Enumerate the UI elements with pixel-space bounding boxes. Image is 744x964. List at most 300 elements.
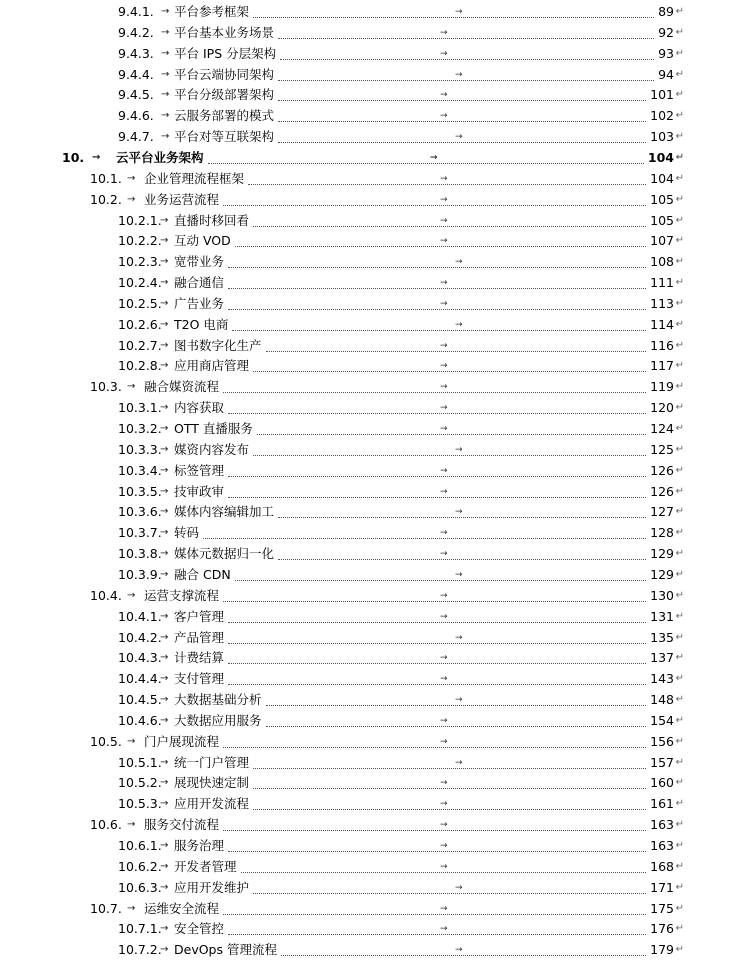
toc-entry-number: 10.2.3. <box>118 254 162 270</box>
toc-entry-title: 平台参考框架 <box>174 4 250 19</box>
dot-leader <box>278 78 654 81</box>
toc-entry-title: 媒资内容发布 <box>174 441 250 457</box>
toc-entry-number: 9.4.5. <box>118 87 154 103</box>
paragraph-mark-icon: ↵ <box>675 881 684 893</box>
toc-entry[interactable] <box>0 419 744 439</box>
toc-entry-title: 客户管理 <box>174 608 225 624</box>
tab-mark-icon: → <box>440 486 448 497</box>
paragraph-mark-icon: ↵ <box>675 548 684 560</box>
tab-mark-icon: → <box>440 653 448 664</box>
toc-entry[interactable] <box>0 211 744 231</box>
dot-leader <box>228 849 646 852</box>
toc-entry-title: 应用开发流程 <box>174 796 250 812</box>
paragraph-mark-icon: ↵ <box>675 89 684 101</box>
toc-entry[interactable] <box>0 836 744 856</box>
toc-entry-title: 服务治理 <box>174 838 225 853</box>
dot-leader <box>228 641 646 644</box>
toc-entry-title: 云服务部署的模式 <box>174 108 275 124</box>
toc-entry-number: 10.2.6. <box>118 316 162 332</box>
paragraph-mark-icon: ↵ <box>675 256 684 268</box>
tab-arrow-icon: → <box>160 673 169 685</box>
toc-entry-title: 图书数字化生产 <box>174 337 262 353</box>
toc-entry-number: 10.6. <box>90 817 122 833</box>
toc-entry[interactable] <box>0 440 744 460</box>
dot-leader <box>253 369 646 372</box>
toc-entry-title: 安全管控 <box>174 921 225 937</box>
toc-entry-page-number: 137 <box>650 650 674 666</box>
toc-entry-number: 10.3.2. <box>118 421 162 436</box>
paragraph-mark-icon: ↵ <box>675 297 684 309</box>
tab-arrow-icon: → <box>127 172 136 184</box>
dot-leader <box>228 495 646 498</box>
paragraph-mark-icon: ↵ <box>675 6 684 17</box>
toc-entry-number: 10.6.2. <box>118 858 162 874</box>
paragraph-mark-icon: ↵ <box>675 694 684 706</box>
toc-entry-page-number: 103 <box>650 129 674 145</box>
tab-mark-icon: → <box>440 924 448 935</box>
dot-leader <box>223 203 646 206</box>
dot-leader <box>253 15 654 18</box>
tab-arrow-icon: → <box>160 360 169 372</box>
tab-arrow-icon: → <box>160 568 169 580</box>
toc-entry-page-number: 179 <box>650 942 674 958</box>
tab-arrow-icon: → <box>160 527 169 539</box>
dot-leader <box>253 224 646 227</box>
tab-mark-icon: → <box>440 278 448 289</box>
paragraph-mark-icon: ↵ <box>675 68 684 80</box>
toc-entry-number: 9.4.6. <box>118 108 154 124</box>
toc-entry-title: 服务交付流程 <box>144 817 220 833</box>
toc-entry-title: 运营支撑流程 <box>144 587 220 603</box>
toc-entry[interactable] <box>0 899 744 919</box>
tab-arrow-icon: → <box>160 923 169 935</box>
toc-entry-title: 媒体内容编辑加工 <box>174 504 275 520</box>
dot-leader <box>208 161 644 164</box>
toc-entry-number: 10.7. <box>90 900 122 916</box>
toc-entry[interactable] <box>0 231 744 251</box>
toc-entry[interactable] <box>0 565 744 585</box>
tab-arrow-icon: → <box>160 548 169 560</box>
tab-mark-icon: → <box>440 861 448 872</box>
tab-mark-icon: → <box>440 903 448 914</box>
toc-entry-number: 10.3. <box>90 379 122 395</box>
tab-arrow-icon: → <box>160 777 169 789</box>
toc-entry-number: 10.3.6. <box>118 504 162 520</box>
toc-entry-page-number: 89 <box>658 4 674 19</box>
toc-entry-title: 内容获取 <box>174 400 225 416</box>
toc-entry-title: 平台分级部署架构 <box>174 87 275 103</box>
toc-entry-title: 标签管理 <box>174 462 225 478</box>
toc-entry-page-number: 107 <box>650 233 674 249</box>
paragraph-mark-icon: ↵ <box>675 318 684 330</box>
paragraph-mark-icon: ↵ <box>675 339 684 351</box>
tab-arrow-icon: → <box>160 714 169 726</box>
toc-entry[interactable] <box>0 690 744 710</box>
toc-entry[interactable] <box>0 461 744 481</box>
toc-entry[interactable] <box>0 315 744 335</box>
tab-mark-icon: → <box>440 298 448 309</box>
toc-entry-number: 10.2. <box>90 191 122 207</box>
tab-arrow-icon: → <box>160 423 169 434</box>
toc-entry-page-number: 126 <box>650 483 674 499</box>
toc-entry-title: 融合媒资流程 <box>144 379 220 395</box>
dot-leader <box>257 432 646 435</box>
tab-arrow-icon: → <box>160 881 169 893</box>
dot-leader <box>228 932 646 935</box>
paragraph-mark-icon: ↵ <box>675 464 684 476</box>
toc-entry[interactable] <box>0 648 744 668</box>
toc-entry[interactable] <box>0 753 744 773</box>
tab-arrow-icon: → <box>160 402 169 414</box>
toc-entry-number: 10.3.4. <box>118 462 162 478</box>
paragraph-mark-icon: ↵ <box>675 235 684 247</box>
toc-entry-page-number: 120 <box>650 400 674 416</box>
toc-entry-number: 10.3.3. <box>118 441 162 457</box>
toc-entry-title: 云平台业务架构 <box>116 149 204 165</box>
toc-entry[interactable] <box>0 106 744 126</box>
toc-entry-page-number: 163 <box>650 838 674 853</box>
toc-entry-number: 10.6.1. <box>118 838 162 853</box>
tab-arrow-icon: → <box>127 193 136 205</box>
tab-arrow-icon: → <box>160 214 169 226</box>
toc-entry-page-number: 114 <box>650 316 674 332</box>
tab-arrow-icon: → <box>161 131 170 143</box>
dot-leader <box>228 620 646 623</box>
toc-entry[interactable] <box>0 377 744 397</box>
toc-entry[interactable] <box>0 127 744 147</box>
tab-mark-icon: → <box>440 590 448 601</box>
dot-leader <box>253 786 646 789</box>
dot-leader <box>253 891 646 894</box>
toc-entry-title: 企业管理流程框架 <box>144 170 245 186</box>
tab-arrow-icon: → <box>160 339 169 351</box>
toc-entry[interactable] <box>0 2 744 22</box>
toc-entry-number: 10.6.3. <box>118 879 162 895</box>
tab-arrow-icon: → <box>161 110 170 122</box>
tab-arrow-icon: → <box>160 277 169 289</box>
paragraph-mark-icon: ↵ <box>675 631 684 643</box>
toc-entry-title: 应用商店管理 <box>174 358 250 374</box>
tab-arrow-icon: → <box>127 819 136 831</box>
paragraph-mark-icon: ↵ <box>675 673 684 685</box>
paragraph-mark-icon: ↵ <box>675 26 684 38</box>
toc-entry-number: 10.5. <box>90 733 122 749</box>
tab-arrow-icon: → <box>160 840 169 851</box>
paragraph-mark-icon: ↵ <box>675 193 684 205</box>
dot-leader <box>223 745 646 748</box>
paragraph-mark-icon: ↵ <box>675 735 684 747</box>
toc-entry-page-number: 154 <box>650 712 674 728</box>
tab-mark-icon: → <box>440 841 448 851</box>
paragraph-mark-icon: ↵ <box>675 756 684 768</box>
paragraph-mark-icon: ↵ <box>675 110 684 122</box>
paragraph-mark-icon: ↵ <box>675 610 684 622</box>
tab-mark-icon: → <box>430 152 438 163</box>
toc-entry-page-number: 135 <box>650 629 674 645</box>
toc-entry-title: 门户展现流程 <box>144 733 220 749</box>
tab-arrow-icon: → <box>160 631 169 643</box>
paragraph-mark-icon: ↵ <box>675 151 684 163</box>
tab-mark-icon: → <box>440 736 448 747</box>
toc-entry[interactable] <box>0 23 744 43</box>
toc-entry-page-number: 105 <box>650 212 674 228</box>
tab-arrow-icon: → <box>127 381 136 393</box>
toc-entry-title: 大数据应用服务 <box>174 712 262 728</box>
tab-arrow-icon: → <box>160 485 169 497</box>
tab-arrow-icon: → <box>161 89 170 101</box>
tab-mark-icon: → <box>440 820 448 831</box>
tab-arrow-icon: → <box>160 318 169 330</box>
toc-entry[interactable] <box>0 523 744 543</box>
tab-mark-icon: → <box>455 257 463 268</box>
tab-mark-icon: → <box>440 799 448 810</box>
dot-leader <box>253 766 646 769</box>
tab-arrow-icon: → <box>160 256 169 268</box>
paragraph-mark-icon: ↵ <box>675 381 684 393</box>
toc-entry-title: 支付管理 <box>174 671 225 687</box>
toc-entry-page-number: 176 <box>650 921 674 937</box>
toc-entry-page-number: 93 <box>658 45 674 61</box>
tab-arrow-icon: → <box>160 610 169 622</box>
toc-entry-page-number: 128 <box>650 525 674 541</box>
toc-entry-title: 大数据基础分析 <box>174 692 262 708</box>
toc-entry[interactable] <box>0 398 744 418</box>
toc-entry-page-number: 160 <box>650 775 674 791</box>
toc-entry-page-number: 113 <box>650 295 674 311</box>
paragraph-mark-icon: ↵ <box>675 798 684 810</box>
toc-entry-title: 互动 VOD <box>174 233 231 249</box>
toc-entry-number: 10.2.5. <box>118 295 162 311</box>
toc-entry-page-number: 125 <box>650 441 674 457</box>
toc-entry-number: 10.7.1. <box>118 921 162 937</box>
toc-entry[interactable] <box>0 85 744 105</box>
tab-mark-icon: → <box>440 215 448 226</box>
paragraph-mark-icon: ↵ <box>675 506 684 518</box>
tab-mark-icon: → <box>440 403 448 414</box>
paragraph-mark-icon: ↵ <box>675 944 684 956</box>
toc-entry-page-number: 119 <box>650 379 674 395</box>
tab-arrow-icon: → <box>160 297 169 309</box>
toc-entry-number: 10.4.3. <box>118 650 162 666</box>
paragraph-mark-icon: ↵ <box>675 652 684 664</box>
toc-entry-page-number: 111 <box>650 275 674 291</box>
toc-entry-number: 9.4.7. <box>118 129 154 145</box>
toc-entry-title: T2O 电商 <box>174 316 229 332</box>
toc-entry[interactable] <box>0 336 744 356</box>
toc-entry[interactable] <box>0 252 744 272</box>
toc-entry-number: 10.2.8. <box>118 358 162 374</box>
toc-entry-number: 9.4.3. <box>118 45 154 61</box>
toc-entry-number: 10.3.1. <box>118 400 162 416</box>
toc-entry[interactable] <box>0 628 744 648</box>
toc-entry-title: 展现快速定制 <box>174 775 250 791</box>
paragraph-mark-icon: ↵ <box>675 47 684 59</box>
toc-entry-number: 10.4.6. <box>118 712 162 728</box>
toc-entry-number: 10.2.4. <box>118 275 162 291</box>
paragraph-mark-icon: ↵ <box>675 819 684 831</box>
toc-entry-title: 运维安全流程 <box>144 900 220 916</box>
toc-entry-page-number: 104 <box>650 170 674 186</box>
tab-arrow-icon: → <box>160 944 169 956</box>
paragraph-mark-icon: ↵ <box>675 923 684 935</box>
paragraph-mark-icon: ↵ <box>675 527 684 539</box>
tab-mark-icon: → <box>455 69 463 80</box>
dot-leader <box>266 349 646 352</box>
dot-leader <box>253 807 646 810</box>
toc-entry-number: 10.3.5. <box>118 483 162 499</box>
tab-arrow-icon: → <box>160 756 169 768</box>
toc-entry-number: 10.4.1. <box>118 608 162 624</box>
toc-entry-page-number: 127 <box>650 504 674 520</box>
dot-leader <box>228 265 646 268</box>
tab-mark-icon: → <box>440 194 448 205</box>
toc-entry-number: 10.7.2. <box>118 942 162 958</box>
dot-leader <box>223 390 646 393</box>
toc-entry-page-number: 104 <box>647 149 674 165</box>
toc-entry-page-number: 130 <box>650 587 674 603</box>
dot-leader <box>223 828 646 831</box>
toc-entry[interactable] <box>0 294 744 314</box>
toc-entry[interactable] <box>0 940 744 960</box>
toc-entry[interactable] <box>0 711 744 731</box>
toc-entry-page-number: 131 <box>650 608 674 624</box>
dot-leader <box>278 98 646 101</box>
toc-entry-number: 9.4.1. <box>118 4 154 19</box>
toc-entry-page-number: 143 <box>650 671 674 687</box>
tab-arrow-icon: → <box>160 235 169 247</box>
toc-entry-number: 10.4.2. <box>118 629 162 645</box>
tab-arrow-icon: → <box>127 735 136 747</box>
toc-entry-title: 技审政审 <box>174 483 225 499</box>
dot-leader <box>278 36 654 39</box>
tab-arrow-icon: → <box>160 860 169 872</box>
toc-entry-title: 计费结算 <box>174 650 225 666</box>
tab-mark-icon: → <box>440 424 448 434</box>
toc-entry-number: 10.4.4. <box>118 671 162 687</box>
toc-entry[interactable] <box>0 356 744 376</box>
toc-entry-number: 10.5.1. <box>118 754 162 770</box>
toc-entry-page-number: 94 <box>658 66 674 82</box>
paragraph-mark-icon: ↵ <box>675 443 684 455</box>
toc-entry[interactable] <box>0 190 744 210</box>
toc-entry-page-number: 163 <box>650 817 674 833</box>
dot-leader <box>232 328 646 331</box>
toc-entry[interactable] <box>0 586 744 606</box>
toc-entry-title: 平台对等互联架构 <box>174 129 275 145</box>
toc-entry-number: 10. <box>62 149 85 165</box>
paragraph-mark-icon: ↵ <box>675 589 684 601</box>
toc-entry-title: 平台 IPS 分层架构 <box>174 45 277 61</box>
dot-leader <box>235 578 646 581</box>
toc-entry[interactable] <box>0 878 744 898</box>
toc-entry[interactable] <box>0 794 744 814</box>
tab-mark-icon: → <box>455 695 463 706</box>
toc-entry-page-number: 175 <box>650 900 674 916</box>
toc-entry[interactable] <box>0 544 744 564</box>
tab-arrow-icon: → <box>160 652 169 664</box>
toc-entry-page-number: 101 <box>650 87 674 103</box>
tab-mark-icon: → <box>440 465 448 476</box>
toc-entry[interactable] <box>0 65 744 85</box>
toc-entry[interactable] <box>0 732 744 752</box>
toc-entry-title: 业务运营流程 <box>144 191 220 207</box>
toc-entry[interactable] <box>0 857 744 877</box>
toc-entry-page-number: 156 <box>650 733 674 749</box>
dot-leader <box>281 953 646 956</box>
toc-entry-number: 10.5.3. <box>118 796 162 812</box>
toc-entry-page-number: 124 <box>650 421 674 436</box>
toc-entry[interactable] <box>0 502 744 522</box>
paragraph-mark-icon: ↵ <box>675 277 684 289</box>
dot-leader <box>228 474 646 477</box>
toc-entry-page-number: 171 <box>650 879 674 895</box>
toc-entry[interactable] <box>0 773 744 793</box>
tab-mark-icon: → <box>440 27 448 38</box>
tab-arrow-icon: → <box>160 506 169 518</box>
toc-entry-page-number: 102 <box>650 108 674 124</box>
dot-leader <box>228 411 646 414</box>
toc-entry[interactable] <box>0 273 744 293</box>
toc-entry[interactable] <box>0 148 744 168</box>
tab-arrow-icon: → <box>127 589 136 601</box>
paragraph-mark-icon: ↵ <box>675 360 684 372</box>
toc-entry-title: DevOps 管理流程 <box>174 942 277 958</box>
paragraph-mark-icon: ↵ <box>675 902 684 914</box>
toc-entry[interactable] <box>0 482 744 502</box>
tab-arrow-icon: → <box>160 694 169 706</box>
toc-entry[interactable] <box>0 815 744 835</box>
paragraph-mark-icon: ↵ <box>675 840 684 851</box>
dot-leader <box>278 557 646 560</box>
dot-leader <box>280 57 654 60</box>
toc-entry-page-number: 108 <box>650 254 674 270</box>
toc-entry[interactable] <box>0 919 744 939</box>
tab-arrow-icon: → <box>161 47 170 59</box>
tab-mark-icon: → <box>440 340 448 351</box>
toc-entry-page-number: 157 <box>650 754 674 770</box>
toc-entry-title: 媒体元数据归一化 <box>174 546 275 562</box>
tab-mark-icon: → <box>440 674 448 685</box>
toc-entry-page-number: 116 <box>650 337 674 353</box>
toc-entry-title: 直播时移回看 <box>174 212 250 228</box>
paragraph-mark-icon: ↵ <box>675 402 684 414</box>
toc-entry[interactable] <box>0 607 744 627</box>
tab-mark-icon: → <box>440 173 448 184</box>
dot-leader <box>228 286 646 289</box>
toc-entry[interactable] <box>0 169 744 189</box>
toc-entry-number: 10.2.2. <box>118 233 162 249</box>
tab-mark-icon: → <box>455 319 463 330</box>
tab-mark-icon: → <box>440 90 448 101</box>
toc-entry-number: 10.3.9. <box>118 566 162 582</box>
tab-mark-icon: → <box>440 236 448 247</box>
toc-entry-page-number: 126 <box>650 462 674 478</box>
tab-mark-icon: → <box>455 7 463 17</box>
toc-entry-page-number: 92 <box>658 24 674 40</box>
tab-mark-icon: → <box>440 111 448 122</box>
tab-mark-icon: → <box>455 507 463 518</box>
paragraph-mark-icon: ↵ <box>675 172 684 184</box>
dot-leader <box>228 682 646 685</box>
toc-entry-number: 10.5.2. <box>118 775 162 791</box>
toc-entry[interactable] <box>0 44 744 64</box>
paragraph-mark-icon: ↵ <box>675 131 684 143</box>
tab-mark-icon: → <box>455 757 463 768</box>
paragraph-mark-icon: ↵ <box>675 714 684 726</box>
toc-entry[interactable] <box>0 669 744 689</box>
dot-leader <box>203 536 646 539</box>
toc-entry-page-number: 117 <box>650 358 674 374</box>
